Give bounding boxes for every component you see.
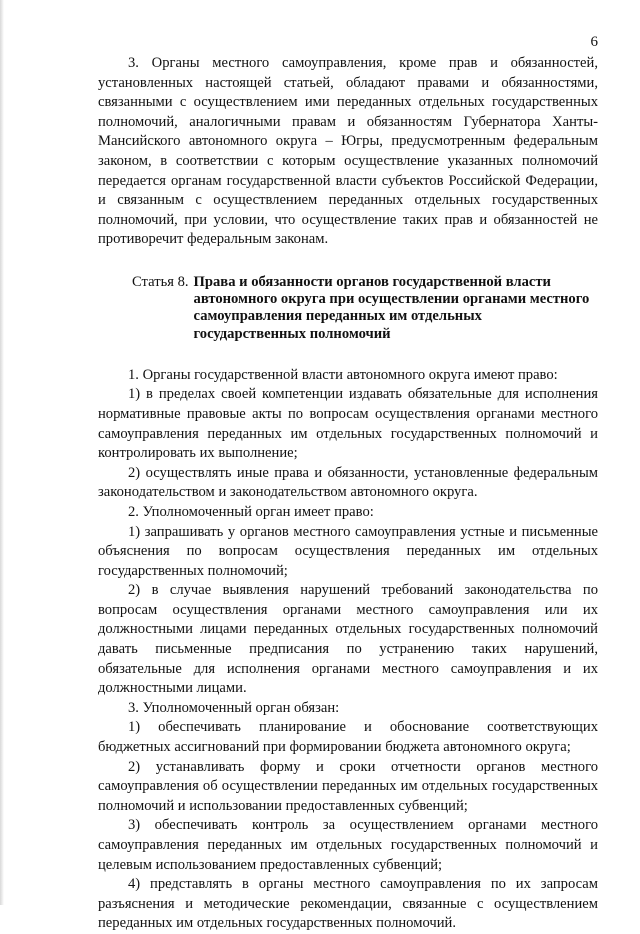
paragraph-2: 1) в пределах своей компетенции издавать обязательные для исполнения нормативные правовые акты по вопросам осуществления органами местного самоуправления переданных им отдельных государственных полномочий и контролировать их выполнение; (98, 386, 598, 462)
article-label: Статья 8. (132, 273, 189, 290)
document-body (98, 54, 598, 934)
intro-paragraph: 3. Органы местного самоуправления, кроме прав и обязанностей, установленных настоящей статьей, обладают правами и обязанностями, связанными с осуществлением ими переданных отдельных государственных полномочий, аналогичными правам и обязанностям Губернатора Ханты-Мансийского автономного округа – Югры, предусмотренным федеральным законом, в соответствии с которым осуществление указанных полномочий передается органам государственной власти субъектов Российской Федерации, и связанным с осуществлением переданных отдельных государственных полномочий, при условии, что осуществление таких прав и обязанностей не противоречит федеральным законам. (98, 55, 598, 248)
paragraph-11: 4) представлять в органы местного самоуправления по их запросам разъяснения и методические рекомендации, связанные с осуществлением переданных им отдельных государственных полномочий. (98, 876, 598, 932)
paragraph-7: 3. Уполномоченный орган обязан: (128, 699, 340, 716)
paragraph-6: 2) в случае выявления нарушений требований законодательства по вопросам осуществления органами местного самоуправления или их должностными лицами переданных отдельных государственных полномочий давать письменные предписания по устранению таких нарушений, обязательные для исполнения органами местного самоуправления и их должностными лицами. (98, 582, 598, 697)
paragraph-8: 1) обеспечивать планирование и обоснование соответствующих бюджетных ассигнований при формировании бюджета автономного округа; (98, 719, 598, 756)
paragraph-5: 1) запрашивать у органов местного самоуправления устные и письменные объяснения по вопросам осуществления переданных им отдельных государственных полномочий; (98, 523, 598, 579)
paragraph-3: 2) осуществлять иные права и обязанности, установленные федеральным законодательством и законодательством автономного округа. (98, 464, 598, 501)
paragraph-10: 3) обеспечивать контроль за осуществлением органами местного самоуправления переданных им отдельных государственных полномочий и целевым использованием предоставленных субвенций; (98, 817, 598, 873)
article-title: Права и обязанности органов государственной власти автономного округа при осуществлении органами местного самоуправления переданных им отдельных государственных полномочий (193, 273, 590, 342)
paragraph-4: 2. Уполномоченный орган имеет право: (128, 503, 374, 520)
scan-edge (0, 0, 4, 905)
article-heading (98, 274, 598, 343)
paragraph-1: 1. Органы государственной власти автономного округа имеют право: (128, 366, 558, 383)
page-number: 6 (590, 34, 598, 50)
paragraph-9: 2) устанавливать форму и сроки отчетности органов местного самоуправления об осуществлении переданных им отдельных государственных полномочий и использовании предоставленных субвенций; (98, 758, 598, 814)
